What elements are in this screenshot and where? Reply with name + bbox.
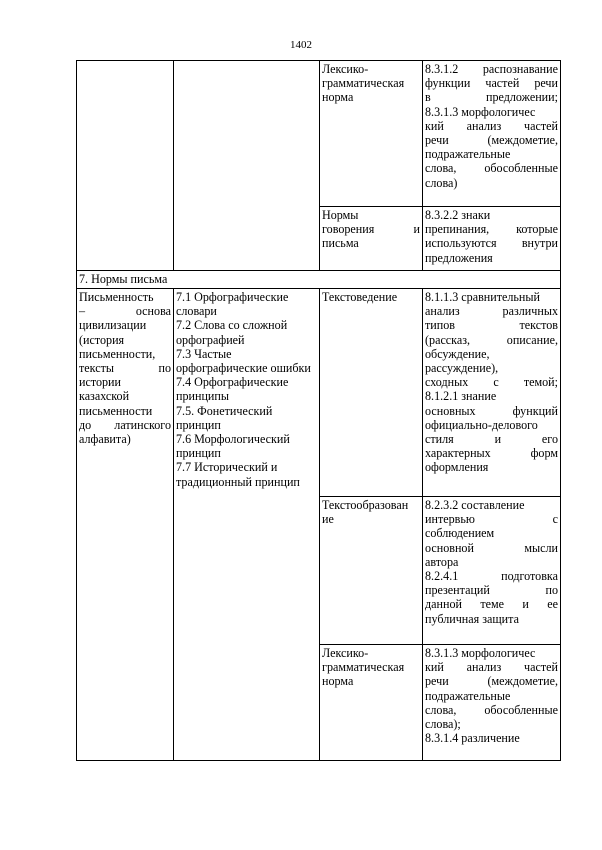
area-cell xyxy=(320,61,423,207)
topic-cell xyxy=(77,289,174,761)
text-line: слова, обособленные xyxy=(425,161,558,176)
area-text-line: норма xyxy=(322,90,354,105)
text-line: – основа xyxy=(79,304,171,319)
text-line: обсуждение, xyxy=(425,346,490,361)
area-cell xyxy=(320,497,423,645)
section-header-row xyxy=(77,271,561,289)
text-line: 8.2.4.1 подготовка xyxy=(425,569,558,584)
text-line: данной теме и ее xyxy=(425,597,558,612)
objectives-cell xyxy=(423,645,561,761)
objectives-cell xyxy=(423,207,561,271)
text-line: алфавита) xyxy=(79,432,131,447)
text-line: слова) xyxy=(425,175,458,190)
page-number: 1402 xyxy=(290,39,312,51)
text-line: Текстообразован xyxy=(322,498,409,512)
text-line: 8.3.1.2 распознавание xyxy=(425,62,558,76)
text-line: препинания, которые xyxy=(425,222,558,237)
subtopic-item: 7.1 Орфографические словари xyxy=(176,290,289,319)
text-line: Лексико- xyxy=(322,646,369,660)
text-line: 8.1.2.1 знание xyxy=(425,389,497,404)
text-line: 8.3.1.3 морфологичес xyxy=(425,104,536,119)
text-line: (история xyxy=(79,332,125,347)
text-line: в предложении; xyxy=(425,90,558,105)
text-line: 8.3.1.3 морфологичес xyxy=(425,646,536,660)
area-cell xyxy=(320,645,423,761)
text-line: кий анализ частей xyxy=(425,660,558,675)
text-line: презентаций по xyxy=(425,583,558,598)
curriculum-table xyxy=(76,60,561,761)
text-line: Письменность xyxy=(79,290,154,304)
text-line: грамматическая xyxy=(322,660,405,675)
text-line: истории xyxy=(79,375,122,390)
text-line: речи (междометие, xyxy=(425,133,558,148)
text-line: основной мысли xyxy=(425,540,558,555)
text-line: рассуждение), xyxy=(425,361,499,376)
subtopics-cell xyxy=(174,289,320,761)
text-line: письменности, xyxy=(79,346,156,361)
text-line: публичная защита xyxy=(425,611,519,626)
text-line: говорения и xyxy=(322,222,420,237)
text-line: 8.1.1.3 сравнительный xyxy=(425,290,540,304)
text-line: речи (междометие, xyxy=(425,674,558,689)
section-header: 7. Нормы письма xyxy=(77,271,561,289)
text-line: предложения xyxy=(425,250,493,265)
table-row xyxy=(77,61,561,207)
text-line: слова); xyxy=(425,717,461,732)
objectives-cell xyxy=(423,289,561,497)
text-line: типов текстов xyxy=(425,318,558,333)
area-text-line: Лексико- xyxy=(322,62,369,76)
objectives-cell xyxy=(423,497,561,645)
text-line: используются внутри xyxy=(425,236,558,251)
text-line: до латинского xyxy=(79,417,171,432)
text-line: тексты по xyxy=(79,361,171,376)
text-line: основных функций xyxy=(425,403,558,418)
text-line: функции частей речи xyxy=(425,76,558,91)
text-line: письма xyxy=(322,236,359,251)
text-line: соблюдением xyxy=(425,526,495,541)
text-line: кий анализ частей xyxy=(425,118,558,133)
text-line: анализ различных xyxy=(425,304,558,319)
text-line: стиля и его xyxy=(425,432,558,447)
text-line: ие xyxy=(322,512,334,527)
objectives-cell xyxy=(423,61,561,207)
text-line: цивилизации xyxy=(79,318,147,333)
subtopic-item: 7.6 Морфологический принцип xyxy=(176,432,290,461)
subtopic-cell-empty xyxy=(174,61,320,271)
text-line: Нормы xyxy=(322,208,359,222)
text-line: 8.3.1.4 различение xyxy=(425,731,520,746)
text-line: 8.3.2.2 знаки xyxy=(425,208,491,222)
text-line: оформления xyxy=(425,460,489,475)
subtopic-item: 7.4 Орфографические принципы xyxy=(176,375,289,404)
text-line: норма xyxy=(322,674,354,689)
text-line: 8.2.3.2 составление xyxy=(425,498,525,512)
text-line: сходных с темой; xyxy=(425,375,558,390)
topic-cell-empty xyxy=(77,61,174,271)
text-line: автора xyxy=(425,554,459,569)
text-line: слова, обособленные xyxy=(425,702,558,717)
area-text-line: грамматическая xyxy=(322,76,405,91)
subtopic-item: 7.5. Фонетический принцип xyxy=(176,403,273,432)
text-line: подражательные xyxy=(425,688,511,703)
text-line: официально-делового xyxy=(425,417,538,432)
subtopic-item: 7.7 Исторический и традиционный принцип xyxy=(176,460,300,489)
text-line: казахской xyxy=(79,389,130,404)
area-cell: Текстоведение xyxy=(320,289,423,497)
area-cell xyxy=(320,207,423,271)
text-line: интервью с xyxy=(425,512,558,527)
text-line: характерных форм xyxy=(425,446,558,461)
text-line: подражательные xyxy=(425,147,511,162)
text-line: (рассказ, описание, xyxy=(425,332,558,347)
table-row xyxy=(77,289,561,497)
subtopic-item: 7.3 Частые орфографические ошибки xyxy=(176,346,311,376)
subtopic-item: 7.2 Слова со сложной орфографией xyxy=(176,318,288,347)
text-line: письменности xyxy=(79,403,153,418)
